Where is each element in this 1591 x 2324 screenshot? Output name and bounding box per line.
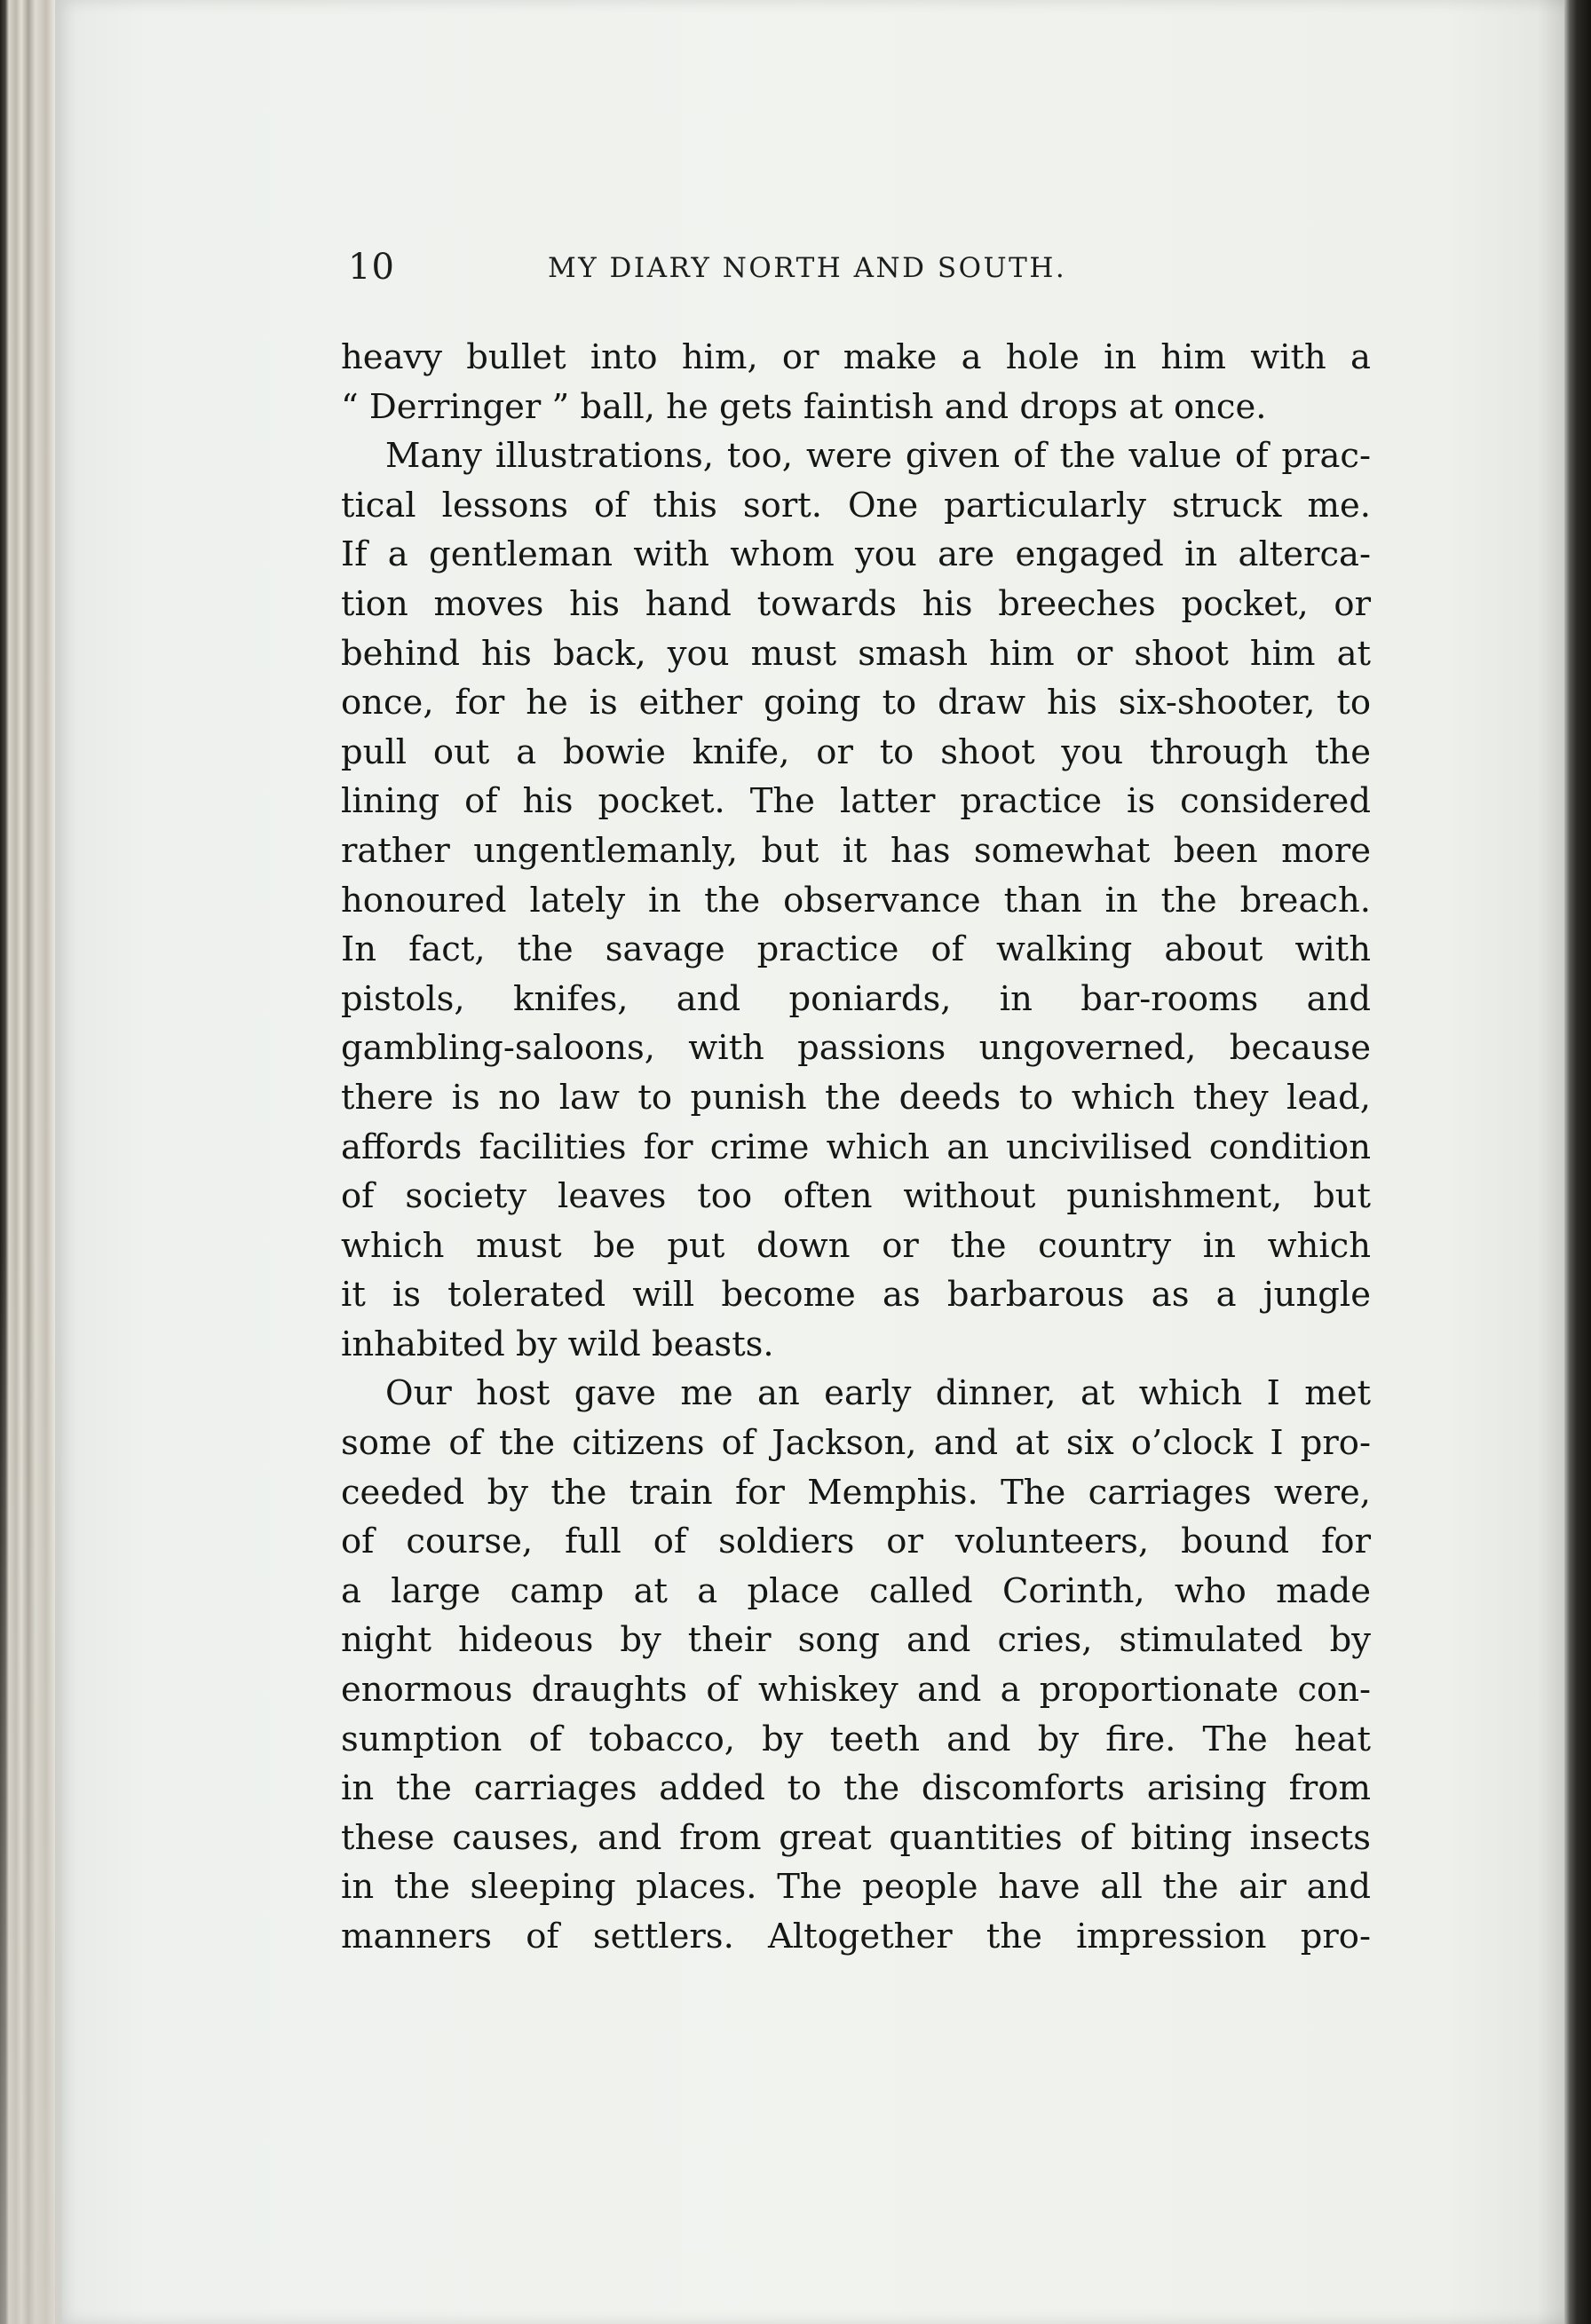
text-line: these causes, and from great quantities of biting insects	[341, 1817, 1371, 1858]
text-line: If a gentleman with whom you are engaged in alterca-	[341, 534, 1371, 575]
text-line: once, for he is either going to draw his six-shooter, to	[341, 683, 1371, 723]
text-line: ceeded by the train for Memphis. The carriages were,	[341, 1472, 1371, 1513]
gutter-shadow-right	[1538, 0, 1564, 2324]
text-line: honoured lately in the observance than in the breach.	[341, 880, 1371, 921]
text-line: it is tolerated will become as barbarous as a jungle	[341, 1275, 1371, 1316]
text-line: In fact, the savage practice of walking about with	[341, 929, 1371, 970]
text-line: of society leaves too often without punishment, but	[341, 1176, 1371, 1217]
text-line: of course, full of soldiers or volunteers, bound for	[341, 1522, 1371, 1562]
text-line: pistols, knifes, and poniards, in bar-rooms and	[341, 978, 1371, 1019]
text-line: a large camp at a place called Corinth, who made	[341, 1570, 1371, 1611]
text-line: “ Derringer ” ball, he gets faintish and drops at once.	[341, 386, 1267, 427]
running-title: MY DIARY NORTH AND SOUTH.	[548, 252, 1067, 284]
text-line: Many illustrations, too, were given of the value of prac-	[385, 436, 1371, 477]
text-line: which must be put down or the country in which	[341, 1225, 1371, 1266]
cover-edge-right	[1564, 0, 1591, 2324]
text-line: pull out a bowie knife, or to shoot you through the	[341, 731, 1371, 772]
text-line: manners of settlers. Altogether the impression pro-	[341, 1917, 1371, 1956]
body-text	[341, 333, 1371, 1962]
text-line: sumption of tobacco, by teeth and by fire. The heat	[341, 1719, 1371, 1759]
text-line: behind his back, you must smash him or shoot him at	[341, 633, 1371, 674]
text-line: there is no law to punish the deeds to which they lead,	[341, 1077, 1371, 1118]
paragraph	[341, 333, 1371, 431]
paragraph	[341, 431, 1371, 1369]
text-line: lining of his pocket. The latter practice is considered	[341, 781, 1371, 822]
text-line: some of the citizens of Jackson, and at six o’clock I pro-	[341, 1423, 1371, 1464]
paragraph	[341, 1369, 1371, 1961]
text-line: tical lessons of this sort. One particularly struck me.	[341, 485, 1371, 526]
page-edges-fade	[0, 1243, 62, 2324]
text-line: affords facilities for crime which an uncivilised condition	[341, 1126, 1371, 1167]
text-line: Our host gave me an early dinner, at which I met	[385, 1373, 1371, 1414]
text-line: in the sleeping places. The people have all the air and	[341, 1867, 1371, 1908]
text-line: tion moves his hand towards his breeches pocket, or	[341, 583, 1371, 624]
text-line: gambling-saloons, with passions ungoverned, because	[341, 1028, 1371, 1069]
text-line: heavy bullet into him, or make a hole in him with a	[341, 337, 1371, 377]
text-line: night hideous by their song and cries, stimulated by	[341, 1620, 1371, 1661]
running-head	[348, 247, 1152, 291]
text-line: inhabited by wild beasts.	[341, 1324, 774, 1364]
text-line: rather ungentlemanly, but it has somewhat been more	[341, 830, 1371, 871]
text-line: enormous draughts of whiskey and a proportionate con-	[341, 1670, 1371, 1711]
page-number: 10	[348, 247, 395, 288]
text-line: in the carriages added to the discomforts arising from	[341, 1768, 1371, 1809]
